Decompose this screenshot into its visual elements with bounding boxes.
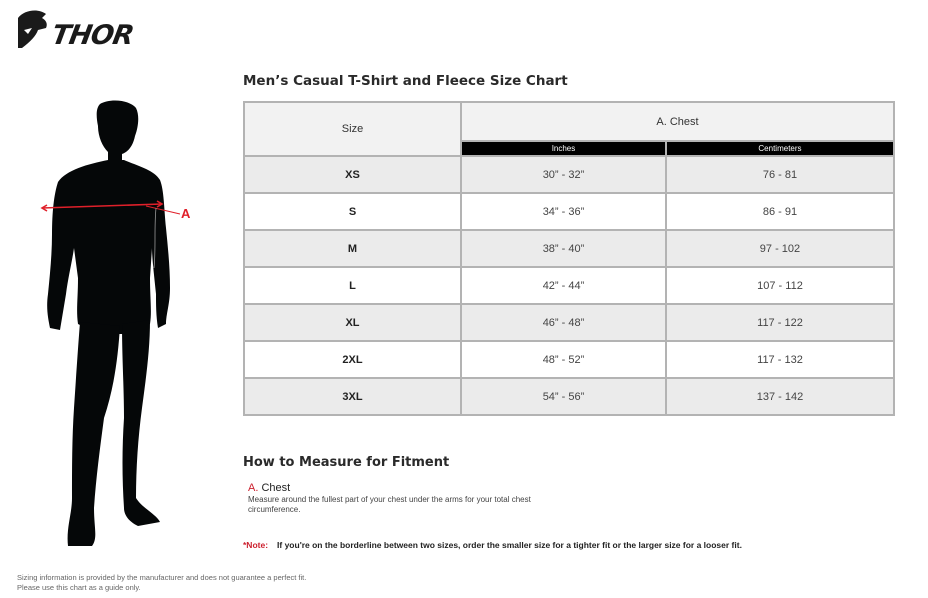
size-column-header: Size (244, 102, 461, 156)
size-cell: 2XL (244, 341, 461, 378)
inches-cell: 48” - 52” (461, 341, 666, 378)
cm-cell: 117 - 132 (666, 341, 894, 378)
inches-cell: 34” - 36” (461, 193, 666, 230)
size-cell: S (244, 193, 461, 230)
table-row (244, 304, 894, 341)
disclaimer-line-2: Please use this chart as a guide only. (17, 583, 141, 592)
measure-item-letter: A. (248, 482, 259, 494)
cm-cell: 137 - 142 (666, 378, 894, 415)
inches-cell: 38” - 40” (461, 230, 666, 267)
table-row (244, 378, 894, 415)
chest-marker-label: A (181, 206, 191, 221)
table-row (244, 156, 894, 193)
fit-note (243, 540, 742, 550)
table-row (244, 267, 894, 304)
disclaimer-footer (17, 573, 306, 593)
measure-item-description: Measure around the fullest part of your chest under the arms for your total chest circumference. (248, 495, 531, 514)
cm-cell: 86 - 91 (666, 193, 894, 230)
chest-group-header: A. Chest (461, 102, 894, 141)
size-chart-table (243, 101, 895, 416)
size-cell: M (244, 230, 461, 267)
size-cell: L (244, 267, 461, 304)
cm-cell: 97 - 102 (666, 230, 894, 267)
inches-cell: 30” - 32” (461, 156, 666, 193)
brand-name: THOR (49, 20, 136, 51)
note-label: *Note: (243, 540, 269, 550)
centimeters-subheader: Centimeters (666, 141, 894, 156)
table-row (244, 193, 894, 230)
table-row (244, 341, 894, 378)
page-title: Men’s Casual T-Shirt and Fleece Size Chart (243, 73, 568, 89)
disclaimer-line-1: Sizing information is provided by the manufacturer and does not guarantee a perfect fit. (17, 573, 307, 582)
inches-cell: 42” - 44” (461, 267, 666, 304)
body-silhouette-figure (38, 98, 198, 553)
cm-cell: 107 - 112 (666, 267, 894, 304)
helmet-logo-icon (16, 8, 52, 52)
inches-subheader: Inches (461, 141, 666, 156)
cm-cell: 76 - 81 (666, 156, 894, 193)
measure-item-label (248, 482, 290, 494)
measure-item-name: Chest (258, 482, 291, 494)
inches-cell: 54” - 56” (461, 378, 666, 415)
cm-cell: 117 - 122 (666, 304, 894, 341)
table-row (244, 230, 894, 267)
inches-cell: 46” - 48” (461, 304, 666, 341)
measure-heading: How to Measure for Fitment (243, 455, 450, 470)
size-cell: XL (244, 304, 461, 341)
brand-logo (16, 8, 151, 52)
size-cell: XS (244, 156, 461, 193)
size-cell: 3XL (244, 378, 461, 415)
note-text: If you're on the borderline between two sizes, order the smaller size for a tighter fit or the larger size for a looser fit. (277, 540, 742, 550)
